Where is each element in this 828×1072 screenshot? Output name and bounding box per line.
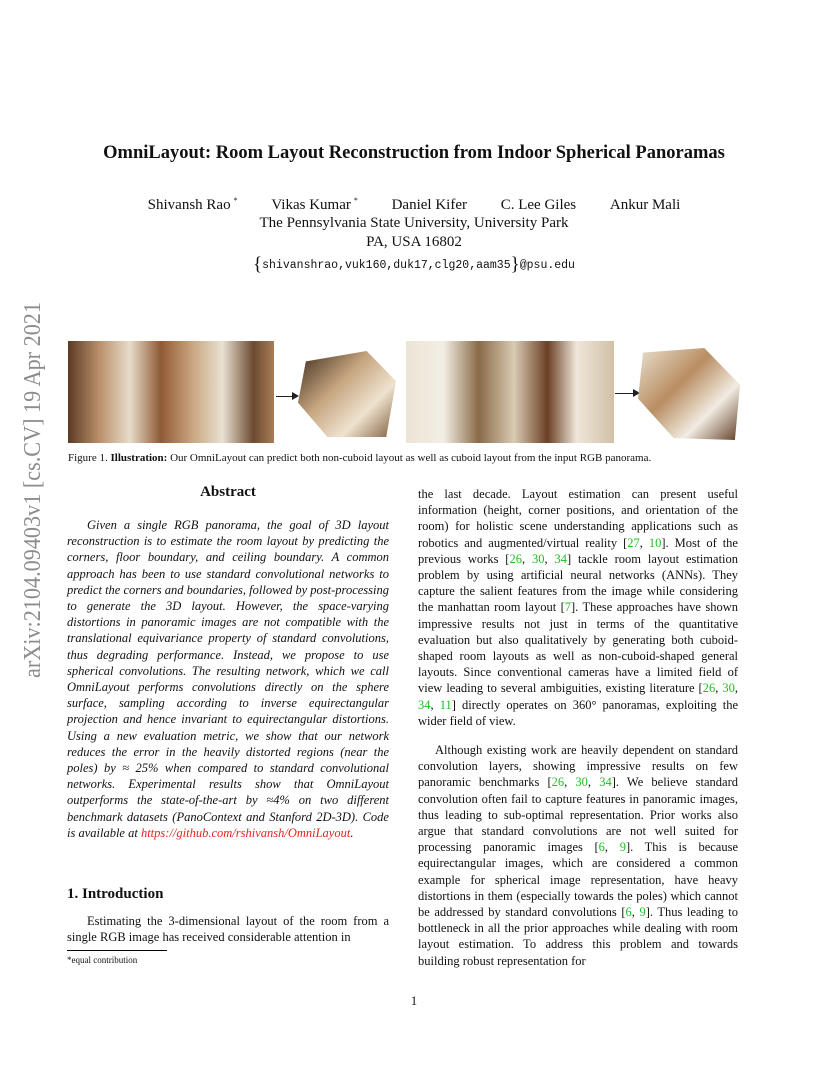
- citation[interactable]: 26: [509, 551, 522, 566]
- page-number: 1: [410, 994, 418, 1008]
- paper-title: OmniLayout: Room Layout Reconstruction from Indoor Spherical Panoramas: [103, 143, 725, 163]
- author-emails: {shivanshrao,vuk160,duk17,clg20,aam35}@psu.edu: [253, 254, 575, 275]
- citation[interactable]: 26: [702, 681, 716, 696]
- abstract-heading: Abstract: [200, 484, 256, 500]
- layout-3d-noncuboid: [298, 351, 396, 437]
- author: Ankur Mali: [609, 197, 681, 213]
- right-column-paragraph-1: the last decade. Layout estimation can present useful information (height, corner positions, and orientation of the room) for holistic scene understanding applications such as robotics and augmented/virtual reality [27, 10]. Most of the previous works [26, 30, 34] tackle room layout estimation problem by using artificial neural networks (ANNs). They capture the salient features from the image while considering the manhattan room layout [7]. These approaches have shown impressive results not just in terms of the quantitative evaluation but also qualitatively by generating both cuboid-shaped room layouts as well as non-cuboid-shaped general layouts. Since conventional cameras have a limited field of view leading to several ambiguities, existing literature [26, 30, 34, 11] directly operates on 360° panoramas, exploiting the wider field of view.: [418, 487, 739, 728]
- code-link[interactable]: https://github.com/rshivansh/OmniLayout: [140, 825, 351, 840]
- author: Daniel Kifer: [391, 197, 467, 213]
- footnote: *equal contribution: [67, 955, 138, 965]
- citation[interactable]: 34: [418, 697, 431, 712]
- right-column-paragraph-2: Although existing work are heavily dependent on standard convolution layers, showing impressive results on few panoramic benchmarks [26, 30, 34]. We believe standard convolution often fail to capture features in panoramic images, thus leading to sub-optimal representation. Prior works also argue that standard convolutions are not well suited for processing panoramic images [6, 9]. This is because equirectangular images, which are considered a common example for spherical image representation, have heavy distortions in them (especially towards the poles) which cannot be addressed by standard convolutions [6, 9]. Thus leading to bottleneck in all the prior approaches while dealing with room layout estimation. To address this problem and towards building robust representation for: [418, 743, 738, 968]
- arxiv-stamp-text: arXiv:2104.09403v1 [cs.CV] 19 Apr 2021: [20, 300, 46, 678]
- affiliation-address: PA, USA 16802: [366, 234, 462, 250]
- layout-3d-cuboid: [638, 348, 740, 440]
- citation[interactable]: 26: [551, 775, 565, 790]
- citation[interactable]: 30: [722, 681, 735, 696]
- citation[interactable]: 30: [575, 775, 588, 790]
- author: Vikas Kumar *: [271, 196, 358, 213]
- citation[interactable]: 34: [554, 551, 567, 566]
- arrow: [615, 393, 635, 394]
- introduction-paragraph: Estimating the 3-dimensional layout of the room from a single RGB image has received considerable attention in: [67, 914, 389, 945]
- citation[interactable]: 10: [648, 535, 662, 550]
- citation[interactable]: 6: [625, 905, 632, 920]
- author: Shivansh Rao *: [147, 196, 238, 213]
- arrowhead: [292, 392, 299, 400]
- section-heading-introduction: 1. Introduction: [67, 886, 164, 902]
- panorama-image-cuboid: [406, 341, 614, 443]
- citation[interactable]: 11: [439, 697, 452, 712]
- author: C. Lee Giles: [500, 197, 577, 213]
- citation[interactable]: 27: [627, 535, 640, 550]
- arxiv-stamp: [12, 300, 48, 680]
- author-list: [0, 196, 828, 214]
- abstract-body: Given a single RGB panorama, the goal of 3D layout reconstruction is to estimate the room layout by predicting the corners, floor boundary, and ceiling boundary. A common approach has been to use standard convolutional networks to predict the corners and boundaries, followed by post-processing to generate the 3D layout. However, the space-varying distortions in panoramic images are not compatible with the translational equivariance property of standard convolutions, thus degrading performance. Instead, we propose to use spherical convolutions. The resulting network, which we call OmniLayout performs convolutions directly on the sphere surface, sampling according to inverse equirectangular projection and hence invariant to equirectangular distortions. Using a new evaluation metric, we show that our network reduces the error in the heavily distorted regions (near the poles) by ≈ 25% when compared to standard convolutional networks. Experimental results show that OmniLayout outperforms the state-of-the-art by ≈4% on two different benchmark datasets (PanoContext and Stanford 2D-3D). Code is available at https://github.com/rshivansh/OmniLayout.: [67, 518, 389, 840]
- citation[interactable]: 30: [531, 551, 545, 566]
- citation[interactable]: 34: [599, 775, 612, 790]
- affiliation: The Pennsylvania State University, University Park: [259, 215, 569, 231]
- panorama-image-noncuboid: [68, 341, 274, 443]
- citation[interactable]: 7: [564, 600, 571, 615]
- figure-caption: Figure 1. Illustration: Our OmniLayout can predict both non-cuboid layout as well as cuboid layout from the input RGB panorama.: [68, 452, 652, 464]
- citation[interactable]: 9: [619, 840, 626, 855]
- citation[interactable]: 9: [639, 905, 646, 920]
- footnote-rule: [67, 950, 167, 951]
- citation[interactable]: 6: [598, 840, 605, 855]
